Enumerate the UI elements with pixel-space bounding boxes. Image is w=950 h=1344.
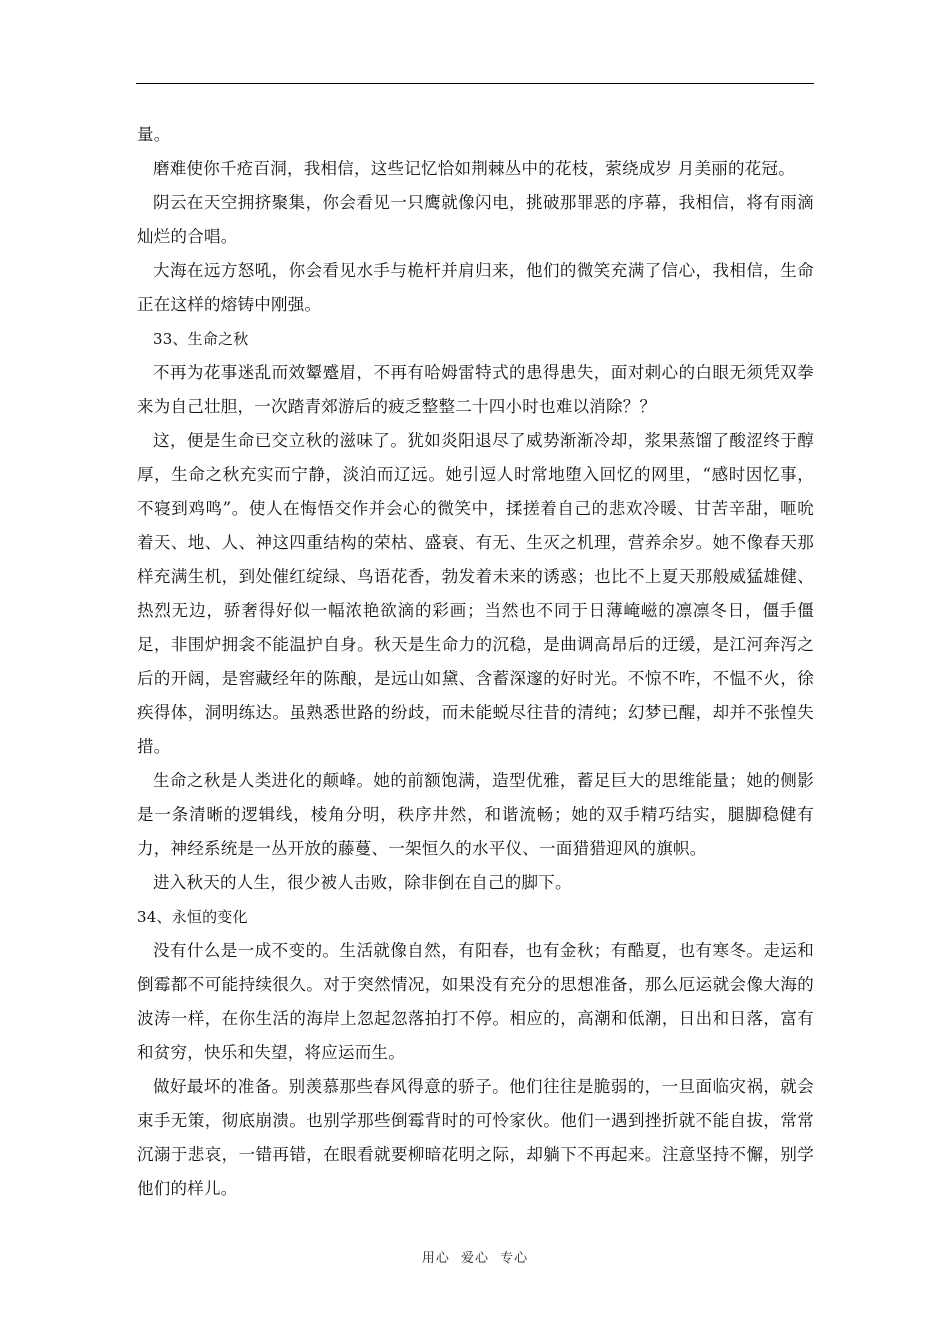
body-paragraph: 这，便是生命已交立秋的滋味了。犹如炎阳退尽了威势渐渐冷却，浆果蒸馏了酸涩终于醇厚，生命之秋充实而宁静，淡泊而辽远。她引逗人时常地堕入回忆的网里，“感时因忆事，不寝到鸡鸣”。使人在悔悟交作并会心的微笑中，揉搓着自己的悲欢冷暖、甘苦辛甜，咂吮着天、地、人、神这四重结构的荣枯、盛衰、有无、生灭之机理，营养余岁。她不像春天那样充满生机，到处催红绽绿、鸟语花香，勃发着未来的诱惑；也比不上夏天那般威猛雄健、热烈无边，骄奢得好似一幅浓艳欲滴的彩画；当然也不同于日薄崦嵫的凛凛冬日，僵手僵足，非围炉拥衾不能温护自身。秋天是生命力的沉稳，是曲调高昂后的迂缓，是江河奔泻之后的开阔，是窖藏经年的陈酿，是远山如黛、含蓄深邃的好时光。不惊不咋，不愠不火，徐疾得体，洞明练达。虽熟悉世路的纷歧，而未能蜕尽往昔的清纯；幻梦已醒，却并不张惶失措。: [137, 431, 814, 756]
body-paragraph: 进入秋天的人生，很少被人击败，除非倒在自己的脚下。: [153, 873, 572, 892]
body-paragraph: 没有什么是一成不变的。生活就像自然，有阳春，也有金秋；有酷夏，也有寒冬。走运和倒霉都不可能持续很久。对于突然情况，如果没有充分的思想准备，那么厄运就会像大海的波涛一样，在你生活的海岸上忽起忽落拍打不停。相应的，高潮和低潮，日出和日落，富有和贫穷，快乐和失望，将应运而生。: [137, 941, 814, 1062]
body-paragraph: 不再为花事迷乱而效颦蹙眉，不再有哈姆雷特式的患得患失，面对刺心的白眼无须凭双拳来为自己壮胆，一次踏青郊游后的疲乏整整二十四小时也难以消除？？: [137, 363, 814, 416]
body-paragraph: 磨难使你千疮百洞，我相信，这些记忆恰如荆棘丛中的花枝，萦绕成岁 月美丽的花冠。: [153, 159, 795, 178]
header-rule: [136, 83, 814, 84]
body-paragraph: 生命之秋是人类进化的颠峰。她的前额饱满，造型优雅，蓄足巨大的思维能量；她的侧影是一条清晰的逻辑线，棱角分明，秩序井然，和谐流畅；她的双手精巧结实，腿脚稳健有力，神经系统是一丛开放的藤蔓、一架恒久的水平仪、一面猎猎迎风的旗帜。: [137, 771, 814, 858]
document-body: [137, 118, 814, 1206]
body-paragraph: 量。: [137, 125, 171, 144]
body-paragraph: 大海在远方怒吼，你会看见水手与桅杆并肩归来，他们的微笑充满了信心，我相信，生命正在这样的熔铸中刚强。: [137, 261, 814, 314]
section-heading: 33、生命之秋: [153, 330, 249, 348]
page-footer: 用心 爱心 专心: [421, 1251, 529, 1266]
body-paragraph: 做好最坏的准备。别羡慕那些春风得意的骄子。他们往往是脆弱的，一旦面临灾祸，就会束手无策，彻底崩溃。也别学那些倒霉背时的可怜家伙。他们一遇到挫折就不能自拔，常常沉溺于悲哀，一错再错，在眼看就要柳暗花明之际，却躺下不再起来。注意坚持不懈，别学他们的样儿。: [137, 1077, 814, 1198]
section-heading: 34、永恒的变化: [137, 908, 248, 926]
body-paragraph: 阴云在天空拥挤聚集，你会看见一只鹰就像闪电，挑破那罪恶的序幕，我相信，将有雨滴灿烂的合唱。: [137, 193, 814, 246]
